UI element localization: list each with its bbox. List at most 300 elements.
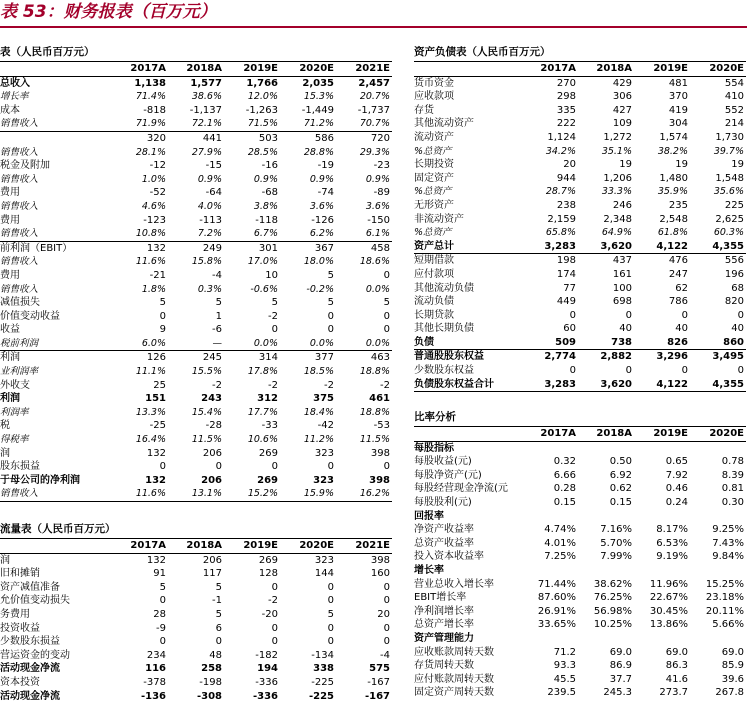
value-cell: 0 xyxy=(271,581,278,593)
table-row xyxy=(0,310,392,324)
year-header: 2020E xyxy=(280,62,336,77)
value-cell: 9.19% xyxy=(656,551,688,563)
value-cell: -1,737 xyxy=(357,104,390,116)
table-row xyxy=(0,406,392,420)
row-label: 存货 xyxy=(414,104,434,116)
value-cell: 17.7% xyxy=(247,406,278,418)
table-row xyxy=(0,214,392,228)
value-cell: -225 xyxy=(311,676,334,688)
value-cell: 35.6% xyxy=(713,186,744,198)
value-cell: 7.99% xyxy=(600,551,632,563)
table-row xyxy=(0,433,392,447)
value-cell: 3,620 xyxy=(578,240,634,254)
value-cell xyxy=(634,441,690,455)
value-cell: 60.3% xyxy=(713,227,744,239)
table-row xyxy=(0,460,392,474)
value-cell: 481 xyxy=(668,77,688,89)
row-label: 投入资本收益率 xyxy=(414,551,484,563)
value-cell: 427 xyxy=(612,104,632,116)
value-cell: 0 xyxy=(159,461,166,473)
value-cell: 194 xyxy=(257,663,278,675)
value-cell: 11.96% xyxy=(649,578,688,590)
table-row xyxy=(0,622,392,636)
table-row xyxy=(414,469,746,483)
value-cell: 375 xyxy=(313,393,334,405)
value-cell: -16 xyxy=(261,160,278,172)
value-cell: 5 xyxy=(327,608,334,620)
table-row xyxy=(0,365,392,379)
value-cell: 18.6% xyxy=(359,256,390,268)
value-cell: -150 xyxy=(367,214,390,226)
table-row xyxy=(0,255,392,269)
table-row xyxy=(414,591,746,605)
table-row xyxy=(0,447,392,461)
table-row xyxy=(414,659,746,673)
value-cell: 214 xyxy=(724,118,744,130)
value-cell: 6.0% xyxy=(112,337,168,351)
row-label: %总资产 xyxy=(414,227,452,239)
value-cell: 0.9% xyxy=(253,173,278,185)
value-cell: -1,449 xyxy=(301,104,334,116)
value-cell: -4 xyxy=(212,269,222,281)
table-row xyxy=(414,564,746,578)
value-cell: 367 xyxy=(314,242,334,254)
value-cell xyxy=(522,564,578,578)
value-cell: 944 xyxy=(556,172,576,184)
year-header: 2020E xyxy=(690,62,746,77)
table-row xyxy=(0,594,392,608)
row-label: 外收支 xyxy=(0,379,30,391)
value-cell: 410 xyxy=(724,91,744,103)
year-header: 2019E xyxy=(224,539,280,554)
value-cell: 15.25% xyxy=(705,578,744,590)
value-cell: 2,625 xyxy=(715,213,744,225)
value-cell: 4.6% xyxy=(141,200,166,212)
year-header: 2018A xyxy=(578,62,634,77)
value-cell: 22.67% xyxy=(649,592,688,604)
row-label: 投资收益 xyxy=(0,622,40,634)
value-cell: 1,574 xyxy=(659,131,688,143)
value-cell: -28 xyxy=(205,420,222,432)
value-cell: 60 xyxy=(563,323,576,335)
table-row xyxy=(0,146,392,160)
value-cell: 0 xyxy=(681,309,688,321)
value-cell: 69.0 xyxy=(721,646,744,658)
value-cell: 9 xyxy=(159,324,166,336)
value-cell: 23.18% xyxy=(705,592,744,604)
value-cell: 70.7% xyxy=(336,117,392,131)
value-cell: 463 xyxy=(370,352,390,364)
value-cell: 3.6% xyxy=(309,200,334,212)
table-row xyxy=(414,578,746,592)
header-row xyxy=(0,62,392,77)
row-label: 销售收入 xyxy=(0,256,39,268)
value-cell: 18.5% xyxy=(303,366,334,378)
value-cell: 0.78 xyxy=(721,456,744,468)
value-cell: 174 xyxy=(556,268,576,280)
value-cell: 33.3% xyxy=(601,186,632,198)
value-cell: 335 xyxy=(556,104,576,116)
table-row xyxy=(0,337,392,351)
value-cell: 19 xyxy=(731,159,744,171)
value-cell: 132 xyxy=(146,447,166,459)
table-row xyxy=(0,474,392,488)
value-cell: 16.2% xyxy=(336,487,392,501)
header-label-cell xyxy=(414,427,522,442)
value-cell: -6 xyxy=(212,324,222,336)
value-cell: 15.9% xyxy=(280,487,336,501)
value-cell: 11.6% xyxy=(112,487,168,501)
row-label: 股东损益 xyxy=(0,461,40,473)
row-label: 应付款项 xyxy=(414,268,454,280)
value-cell: 0 xyxy=(383,622,390,634)
year-header: 2018A xyxy=(168,62,224,77)
value-cell xyxy=(690,632,746,646)
row-label: 资本投资 xyxy=(0,676,40,688)
row-label: 固定资产 xyxy=(414,172,454,184)
table-row xyxy=(0,323,392,337)
value-cell: 17.8% xyxy=(247,366,278,378)
value-cell: 77 xyxy=(563,282,576,294)
value-cell: 0.0% xyxy=(280,337,336,351)
table-row xyxy=(414,145,746,159)
value-cell: 8.39 xyxy=(721,469,744,481)
value-cell: 41.6 xyxy=(665,673,688,685)
value-cell: -25 xyxy=(149,420,166,432)
value-cell: 1,730 xyxy=(715,131,744,143)
value-cell: 18.4% xyxy=(303,406,334,418)
value-cell: 3,283 xyxy=(522,378,578,392)
value-cell: 698 xyxy=(612,296,632,308)
value-cell xyxy=(522,441,578,455)
table-row xyxy=(0,649,392,663)
value-cell: 826 xyxy=(634,336,690,350)
value-cell: -2 xyxy=(268,595,278,607)
value-cell: 5 xyxy=(215,297,222,309)
row-label: 负债 xyxy=(414,336,522,350)
value-cell: 2,035 xyxy=(302,77,334,89)
value-cell: 476 xyxy=(668,255,688,267)
value-cell: 132 xyxy=(146,242,166,254)
value-cell: 38.2% xyxy=(657,145,688,157)
row-label: 销售收入 xyxy=(0,117,112,131)
row-label: 每股净资产(元) xyxy=(414,469,482,481)
value-cell: 5 xyxy=(327,269,334,281)
value-cell: 4,355 xyxy=(690,240,746,254)
row-label: 得税率 xyxy=(0,434,29,446)
table-row xyxy=(414,482,746,496)
row-label: 活动现金净流 xyxy=(0,663,60,675)
value-cell: 11.1% xyxy=(135,366,166,378)
value-cell: 30.45% xyxy=(649,605,688,617)
value-cell: 0 xyxy=(327,595,334,607)
row-label: 销售收入 xyxy=(0,173,39,185)
value-cell: 222 xyxy=(556,118,576,130)
value-cell: 40 xyxy=(675,323,688,335)
row-label: 务费用 xyxy=(0,608,30,620)
value-cell: 65.8% xyxy=(545,227,576,239)
value-cell: 0.28 xyxy=(553,483,576,495)
value-cell: 449 xyxy=(556,296,576,308)
value-cell: 7.92 xyxy=(665,469,688,481)
value-cell: -378 xyxy=(143,676,166,688)
value-cell: 93.3 xyxy=(553,660,576,672)
value-cell: 245 xyxy=(202,352,222,364)
balance-sheet-heading: 资产负债表（人民币百万元） xyxy=(414,46,551,58)
row-label: 前利润（EBIT） xyxy=(0,242,73,254)
row-label: EBIT增长率 xyxy=(414,592,467,604)
value-cell: 225 xyxy=(724,199,744,211)
value-cell: 0 xyxy=(569,309,576,321)
table-row xyxy=(414,441,746,455)
value-cell: 1,766 xyxy=(246,77,278,89)
value-cell: 552 xyxy=(724,104,744,116)
table-row xyxy=(0,567,392,581)
row-label: 少数股东损益 xyxy=(0,636,60,648)
value-cell: 398 xyxy=(370,447,390,459)
table-row xyxy=(414,90,746,104)
value-cell: 19 xyxy=(619,159,632,171)
row-label: 费用 xyxy=(0,214,20,226)
value-cell: 0.0% xyxy=(336,337,392,351)
value-cell: 0 xyxy=(215,636,222,648)
header-row xyxy=(414,427,746,442)
value-cell: -89 xyxy=(373,187,390,199)
value-cell: 116 xyxy=(145,663,166,675)
table-row xyxy=(414,618,746,632)
value-cell: 0 xyxy=(681,365,688,377)
table-row xyxy=(0,392,392,406)
value-cell: 6 xyxy=(215,622,222,634)
row-label: 长期贷款 xyxy=(414,309,454,321)
value-cell: 20.7% xyxy=(359,91,390,103)
year-header: 2017A xyxy=(112,539,168,554)
value-cell: 0 xyxy=(215,461,222,473)
value-cell: -182 xyxy=(255,649,278,661)
value-cell: 306 xyxy=(612,91,632,103)
value-cell: 0 xyxy=(569,365,576,377)
row-label: 长期投资 xyxy=(414,159,454,171)
value-cell: 13.86% xyxy=(649,619,688,631)
value-cell: 151 xyxy=(145,393,166,405)
value-cell: 38.62% xyxy=(593,578,632,590)
value-cell: 738 xyxy=(578,336,634,350)
value-cell: 249 xyxy=(202,242,222,254)
value-cell: -308 xyxy=(196,690,222,702)
value-cell xyxy=(578,441,634,455)
value-cell: 1,480 xyxy=(659,172,688,184)
row-label: 利润 xyxy=(0,352,20,364)
value-cell: 25 xyxy=(153,379,166,391)
header-label-cell xyxy=(414,62,522,77)
table-row xyxy=(414,282,746,296)
row-label: 普通股股东权益 xyxy=(414,351,484,363)
year-header: 2021E xyxy=(336,62,392,77)
value-cell: 39.6 xyxy=(721,673,744,685)
value-cell: 0 xyxy=(737,365,744,377)
year-header: 2018A xyxy=(168,539,224,554)
value-cell: 267.8 xyxy=(715,687,744,699)
value-cell: 239.5 xyxy=(547,687,576,699)
value-cell xyxy=(578,510,634,524)
value-cell: -336 xyxy=(252,690,278,702)
value-cell: 0 xyxy=(271,636,278,648)
value-cell: 0.9% xyxy=(197,173,222,185)
value-cell: 0.50 xyxy=(609,456,632,468)
value-cell: 2,774 xyxy=(544,351,576,363)
value-cell: -21 xyxy=(149,269,166,281)
row-label: 净利润增长率 xyxy=(414,605,474,617)
value-cell: 377 xyxy=(314,352,334,364)
row-label: 应付账款周转天数 xyxy=(414,673,494,685)
value-cell: -167 xyxy=(367,676,390,688)
value-cell: 7.16% xyxy=(600,524,632,536)
table-row xyxy=(0,419,392,433)
value-cell: -20 xyxy=(261,608,278,620)
value-cell: 35.9% xyxy=(657,186,688,198)
value-cell: 28.1% xyxy=(135,146,166,158)
value-cell: 269 xyxy=(258,447,278,459)
value-cell: 3.6% xyxy=(365,200,390,212)
value-cell: 11.6% xyxy=(135,256,166,268)
value-cell: 18.8% xyxy=(359,366,390,378)
value-cell: 0.0% xyxy=(224,337,280,351)
value-cell: -68 xyxy=(261,187,278,199)
value-cell: 45.5 xyxy=(553,673,576,685)
value-cell: 100 xyxy=(612,282,632,294)
table-row xyxy=(414,104,746,118)
table-row xyxy=(0,117,392,131)
value-cell: 0 xyxy=(737,309,744,321)
row-label: 总资产收益率 xyxy=(414,537,474,549)
value-cell: 235 xyxy=(668,199,688,211)
row-label: 其他流动资产 xyxy=(414,118,474,130)
value-cell: 0 xyxy=(625,309,632,321)
value-cell: 71.4% xyxy=(135,91,166,103)
row-label: 货币资金 xyxy=(414,77,454,89)
value-cell: 132 xyxy=(146,554,166,566)
value-cell: -2 xyxy=(212,379,222,391)
value-cell: 323 xyxy=(313,474,334,486)
value-cell: 16.4% xyxy=(135,434,166,446)
value-cell: 509 xyxy=(522,336,578,350)
value-cell: 26.91% xyxy=(537,605,576,617)
row-label: 总收入 xyxy=(0,77,30,89)
value-cell: 40 xyxy=(619,323,632,335)
row-label: 费用 xyxy=(0,269,20,281)
value-cell: 13.1% xyxy=(168,487,224,501)
value-cell: -118 xyxy=(255,214,278,226)
value-cell: 71.44% xyxy=(537,578,576,590)
row-label: 非流动资产 xyxy=(414,213,464,225)
value-cell: 5 xyxy=(159,297,166,309)
value-cell: 312 xyxy=(257,393,278,405)
value-cell: 5 xyxy=(383,297,390,309)
row-label: 增长率 xyxy=(0,91,29,103)
value-cell: 0 xyxy=(625,365,632,377)
value-cell: 33.65% xyxy=(537,619,576,631)
value-cell: -134 xyxy=(311,649,334,661)
value-cell: -23 xyxy=(373,160,390,172)
value-cell xyxy=(634,564,690,578)
table-row xyxy=(414,117,746,131)
ratio-panel xyxy=(414,409,747,700)
value-cell: 269 xyxy=(257,474,278,486)
value-cell: 0 xyxy=(159,310,166,322)
row-label: 无形资产 xyxy=(414,199,454,211)
value-cell: 91 xyxy=(153,568,166,580)
row-label: 收益 xyxy=(0,324,20,336)
value-cell: 27.9% xyxy=(191,146,222,158)
row-label xyxy=(0,131,112,145)
value-cell: 5 xyxy=(215,608,222,620)
header-label-cell xyxy=(0,62,112,77)
cashflow-heading: 流量表（人民币百万元） xyxy=(0,523,116,535)
table-row xyxy=(0,296,392,310)
row-label: 业利润率 xyxy=(0,366,39,378)
value-cell: -2 xyxy=(268,379,278,391)
value-cell: 9.84% xyxy=(712,551,744,563)
value-cell: -198 xyxy=(199,676,222,688)
value-cell: 0.24 xyxy=(665,496,688,508)
row-label: 营运资金的变动 xyxy=(0,649,70,661)
value-cell xyxy=(690,441,746,455)
value-cell: -123 xyxy=(143,214,166,226)
table-row xyxy=(0,200,392,214)
value-cell: 15.4% xyxy=(191,406,222,418)
value-cell: 0 xyxy=(383,461,390,473)
row-label: 每股经营现金净流(元 xyxy=(414,483,508,495)
year-header: 2020E xyxy=(690,427,746,442)
value-cell: 0 xyxy=(327,581,334,593)
value-cell: 4.74% xyxy=(544,524,576,536)
value-cell: 198 xyxy=(556,255,576,267)
table-row xyxy=(0,676,392,690)
value-cell: -4 xyxy=(380,649,390,661)
row-label: 税 xyxy=(0,420,10,432)
value-cell: 4.0% xyxy=(197,200,222,212)
value-cell: 160 xyxy=(370,568,390,580)
table-row xyxy=(0,131,392,145)
value-cell: -126 xyxy=(311,214,334,226)
table-row xyxy=(0,227,392,241)
row-label: 活动现金净流 xyxy=(0,690,60,702)
value-cell: -1,137 xyxy=(189,104,222,116)
value-cell: 820 xyxy=(724,296,744,308)
value-cell: 28 xyxy=(153,608,166,620)
value-cell: 20.11% xyxy=(705,605,744,617)
row-label: 允价值变动损失 xyxy=(0,595,70,607)
report-title-text: 表 53：财务报表（百万元） xyxy=(0,2,217,22)
table-row xyxy=(414,240,746,254)
row-label: 销售收入 xyxy=(0,227,112,241)
year-header: 2019E xyxy=(634,62,690,77)
value-cell: 860 xyxy=(690,336,746,350)
value-cell: 85.9 xyxy=(721,660,744,672)
value-cell: 6.2% xyxy=(280,227,336,241)
table-row xyxy=(414,226,746,240)
value-cell: 238 xyxy=(556,199,576,211)
table-row xyxy=(414,213,746,227)
value-cell: 0 xyxy=(271,324,278,336)
row-label: 流动负债 xyxy=(414,296,454,308)
table-row xyxy=(0,351,392,365)
value-cell: 7.2% xyxy=(168,227,224,241)
row-label: 其他长期负债 xyxy=(414,323,474,335)
value-cell: 273.7 xyxy=(659,687,688,699)
value-cell: 301 xyxy=(258,242,278,254)
value-cell: 86.9 xyxy=(609,660,632,672)
